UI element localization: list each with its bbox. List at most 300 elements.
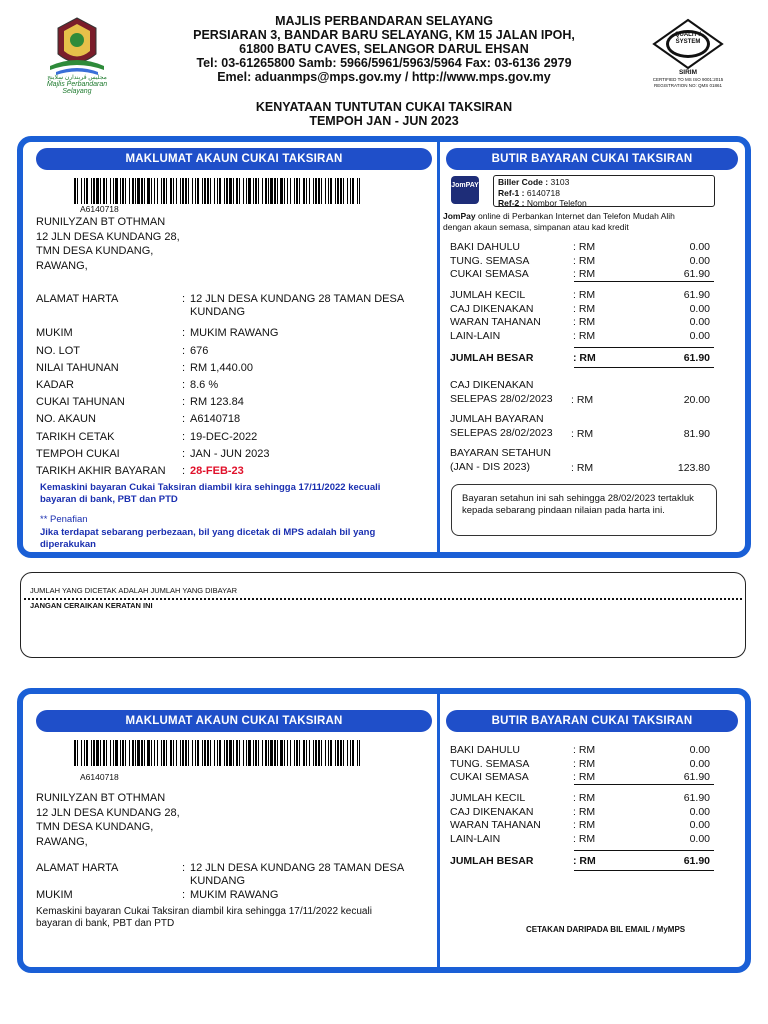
barcode-bar [290,178,291,204]
barcode-bar [84,740,85,766]
barcode-bar [157,740,158,766]
barcode-bar [226,740,228,766]
barcode-bar [253,740,254,766]
owner-address-3: RAWANG, [36,260,88,272]
barcode-bar [343,740,344,766]
update-note: Kemaskini bayaran Cukai Taksiran diambil kira sehingga 17/11/2022 kecuali bayaran di bank, PBT dan PTD [40,482,381,505]
barcode-bar [141,178,143,204]
barcode-bar [125,178,126,204]
barcode-bar [207,178,209,204]
barcode-bar [137,178,140,204]
barcode-bar [352,740,354,766]
barcode-bar [246,178,247,204]
payment-row-amount: 0.00 [689,744,710,756]
barcode-bar [277,178,278,204]
barcode-bar [151,740,152,766]
barcode-bar [343,178,344,204]
logo-caption: Majlis Perbandaran Selayang [46,81,108,95]
barcode-bar [154,178,155,204]
total-rule [574,850,714,851]
org-email: Emel: aduanmps@mps.gov.my / http://www.mps.gov.my [217,70,551,84]
barcode-bar [290,740,291,766]
barcode-bar [132,740,134,766]
barcode-bar [284,178,285,204]
account-barcode [74,178,360,204]
barcode-bar [110,178,111,204]
field-label: CUKAI TAHUNAN [36,396,125,408]
barcode-bar [74,178,76,204]
payment-row-label: CAJ DIKENAKAN [450,302,534,315]
barcode-bar [265,178,267,204]
field-value: 8.6 % [190,379,219,391]
stub-mukim-value: MUKIM RAWANG [190,889,279,901]
barcode-bar [91,178,92,204]
late-total-currency: : RM [571,428,594,440]
payment-row-label: CUKAI SEMASA [450,771,529,783]
barcode-bar [296,740,298,766]
subtotal-rule [574,281,714,282]
barcode-bar [161,178,162,204]
barcode-bar [115,178,118,204]
barcode-bar [100,740,101,766]
payment-row-amount: 61.90 [683,771,710,783]
payment-row-amount: 61.90 [683,289,710,301]
barcode-bar [120,740,121,766]
barcode-number: A6140718 [80,204,119,214]
barcode-bar [274,740,276,766]
field-colon: : [182,362,186,374]
barcode-bar [226,178,228,204]
barcode-bar [236,740,238,766]
barcode-bar [135,178,136,204]
payment-row-label: BAKI DAHULU [450,744,521,756]
late-total-label-2: SELEPAS 28/02/2023 [450,427,553,439]
barcode-bar [217,178,218,204]
barcode-bar [195,178,196,204]
jompay-brand: JomPay [443,211,476,221]
barcode-bar [147,178,150,204]
annual-amount: 123.80 [677,462,710,474]
total-underline [574,870,714,871]
jompay-note-text: online di Perbankan Internet dan Telefon Mudah Alih [475,211,675,221]
stub-footer-note: CETAKAN DARIPADA BIL EMAIL / MyMPS [526,925,686,934]
payment-row-amount: 0.00 [689,757,710,770]
barcode-bar [239,178,240,204]
ref1-value: 6140718 [526,187,560,198]
do-not-detach-note: JANGAN CERAIKAN KERATAN INI [30,601,153,610]
stub-account-heading: MAKLUMAT AKAUN CUKAI TAKSIRAN [36,710,432,732]
stub-owner-address-1: 12 JLN DESA KUNDANG 28, [36,807,180,819]
barcode-bar [313,740,314,766]
field-value: RM 123.84 [190,396,244,408]
org-phone: Tel: 03-61265800 Samb: 5966/5961/5963/5964 Fax: 03-6136 2979 [196,56,572,70]
barcode-bar [253,178,254,204]
payment-row-currency: : RM [573,316,596,328]
biller-code: 3103 [550,177,570,187]
stub-account-barcode [74,740,360,766]
barcode-bar [280,740,283,766]
barcode-bar [192,178,193,204]
barcode-bar [248,740,251,766]
field-colon: : [182,448,186,460]
barcode-bar [110,740,111,766]
barcode-bar [224,740,225,766]
barcode-bar [306,178,307,204]
payment-row-currency: : RM [573,792,596,804]
barcode-bar [229,178,232,204]
payment-row-label: WARAN TAHANAN [450,819,541,831]
field-colon: : [182,345,186,357]
total-rule [574,347,714,348]
barcode-bar [170,178,172,204]
field-value: 12 JLN DESA KUNDANG 28 TAMAN DESA KUNDANG [190,293,404,318]
payment-row-amount: 0.00 [689,329,710,342]
barcode-bar [243,178,244,204]
grand-total-amount: 61.90 [683,855,710,867]
field-colon: : [182,379,186,391]
account-heading: MAKLUMAT AKAUN CUKAI TAKSIRAN [36,148,432,170]
barcode-bar [154,740,155,766]
cert-line-2: REGISTRATION NO: QMS 01861 [654,83,722,88]
barcode-bar [113,178,114,204]
barcode-bar [185,178,187,204]
payment-heading: BUTIR BAYARAN CUKAI TAKSIRAN [446,148,738,170]
stub-barcode-number: A6140718 [80,772,119,782]
barcode-bar [321,740,322,766]
barcode-bar [214,740,215,766]
barcode-bar [268,178,269,204]
barcode-bar [86,178,88,204]
late-charge-label-1: CAJ DIKENAKAN [450,379,534,391]
late-total-amount: 81.90 [683,428,710,440]
barcode-bar [197,178,199,204]
payment-row-amount: 0.00 [689,805,710,818]
field-value: 676 [190,345,209,357]
barcode-bar [255,178,257,204]
payment-row-currency: : RM [573,329,596,342]
grand-total-amount: 61.90 [683,352,710,364]
barcode-bar [210,740,211,766]
payment-row-amount: 0.00 [689,302,710,315]
barcode-bar [173,740,174,766]
cert-system: SYSTEM [675,39,701,45]
barcode-bar [93,178,95,204]
barcode-bar [262,178,263,204]
payment-row-currency: : RM [573,805,596,818]
barcode-bar [318,178,320,204]
payment-row-label: CUKAI SEMASA [450,268,529,280]
field-label: KADAR [36,379,74,391]
barcode-bar [236,178,238,204]
barcode-bar [258,740,259,766]
payment-row-label: LAIN-LAIN [450,832,501,845]
barcode-bar [163,178,165,204]
cert-line-1: CERTIFIED TO MS ISO 9001:2015 [652,77,724,82]
barcode-bar [210,178,211,204]
barcode-bar [303,178,305,204]
payment-row-label: CAJ DIKENAKAN [450,805,534,818]
barcode-bar [268,740,269,766]
biller-info-box [493,175,715,207]
barcode-bar [84,178,85,204]
barcode-bar [357,178,358,204]
barcode-bar [188,178,189,204]
barcode-bar [147,740,150,766]
barcode-bar [325,740,326,766]
barcode-bar [132,178,134,204]
barcode-bar [81,740,82,766]
disclaimer-text: Jika terdapat sebarang perbezaan, bil yang dicetak di MPS adalah bil yang diperakukan [40,527,376,550]
barcode-bar [192,740,193,766]
subtotal-rule [574,784,714,785]
barcode-bar [337,178,339,204]
stub-property-address-label: ALAMAT HARTA [36,862,119,874]
field-value: RM 1,440.00 [190,362,253,374]
payment-row-currency: : RM [573,757,596,770]
barcode-bar [202,178,203,204]
barcode-bar [330,740,332,766]
field-label: NO. AKAUN [36,413,96,425]
barcode-bar [144,740,145,766]
barcode-bar [340,178,342,204]
barcode-bar [173,178,174,204]
barcode-bar [106,740,107,766]
barcode-bar [219,178,221,204]
barcode-bar [182,178,184,204]
field-colon: : [182,396,186,408]
barcode-bar [115,740,118,766]
barcode-bar [214,178,215,204]
barcode-bar [347,178,348,204]
barcode-bar [77,178,78,204]
jompay-note [443,211,743,232]
barcode-bar [91,740,92,766]
payment-row-amount: 0.00 [689,241,710,253]
barcode-bar [359,740,360,766]
barcode-bar [340,740,342,766]
field-label: ALAMAT HARTA [36,293,119,305]
barcode-bar [151,178,152,204]
barcode-bar [337,740,339,766]
barcode-bar [129,740,130,766]
late-total-label-1: JUMLAH BAYARAN [450,413,544,425]
barcode-bar [103,740,105,766]
barcode-bar [335,740,336,766]
payment-row-currency: : RM [573,268,596,280]
logo-jawi-text: مجليس ڤربندارن سلاينج [47,75,107,81]
barcode-bar [96,178,99,204]
owner-address-1: 12 JLN DESA KUNDANG 28, [36,231,180,243]
barcode-bar [135,740,136,766]
barcode-bar [299,178,300,204]
barcode-bar [188,740,189,766]
barcode-bar [207,740,209,766]
barcode-bar [328,178,329,204]
barcode-bar [204,740,206,766]
owner-name: RUNILYZAN BT OTHMAN [36,216,166,228]
barcode-bar [347,740,348,766]
payment-row-currency: : RM [573,241,596,253]
barcode-bar [280,178,283,204]
barcode-bar [180,740,181,766]
barcode-bar [309,178,310,204]
barcode-bar [325,178,326,204]
payment-row-amount: 0.00 [689,316,710,328]
barcode-bar [315,178,317,204]
barcode-bar [125,740,126,766]
late-charge-amount: 20.00 [683,394,710,406]
payment-row-currency: : RM [573,832,596,845]
barcode-bar [287,740,288,766]
barcode-bar [233,740,234,766]
barcode-bar [161,740,162,766]
barcode-bar [176,178,177,204]
payment-row-amount: 61.90 [683,792,710,804]
barcode-bar [219,740,221,766]
main-panel-divider [437,142,440,552]
barcode-bar [248,178,251,204]
cut-line-note: JUMLAH YANG DICETAK ADALAH JUMLAH YANG DIBAYAR [30,586,237,595]
barcode-bar [359,178,360,204]
grand-total-currency: : RM [573,855,596,867]
barcode-bar [309,740,310,766]
stub-mukim-colon: : [182,889,186,901]
barcode-bar [141,740,143,766]
barcode-bar [246,740,247,766]
jompay-note-line2: dengan akaun semasa, simpanan atau kad kredit [443,221,629,232]
barcode-bar [170,740,172,766]
barcode-bar [315,740,317,766]
barcode-bar [284,740,285,766]
barcode-bar [120,178,121,204]
stub-owner-address-3: RAWANG, [36,836,88,848]
barcode-bar [129,178,130,204]
barcode-bar [106,178,107,204]
payment-row-currency: : RM [573,771,596,783]
field-colon: : [182,413,186,425]
barcode-bar [255,740,257,766]
barcode-bar [96,740,99,766]
payment-row-label: BAKI DAHULU [450,241,521,253]
barcode-bar [81,178,82,204]
barcode-bar [122,178,124,204]
barcode-bar [313,178,314,204]
barcode-bar [122,740,124,766]
jompay-logo: JomPAY [451,176,479,204]
barcode-bar [163,740,165,766]
biller-code-label: Biller Code : [498,177,549,187]
barcode-bar [357,740,358,766]
barcode-bar [299,740,300,766]
payment-row-amount: 0.00 [689,254,710,267]
barcode-bar [321,178,322,204]
document-title: KENYATAAN TUNTUTAN CUKAI TAKSIRAN [255,100,513,114]
barcode-bar [77,740,78,766]
payment-row-label: TUNG. SEMASA [450,757,530,770]
cert-sirim: SIRIM [678,69,698,76]
disclaimer-title: ** Penafian [40,514,88,525]
barcode-bar [93,740,95,766]
barcode-bar [233,178,234,204]
barcode-bar [144,178,145,204]
stub-update-note: Kemaskini bayaran Cukai Taksiran diambil kira sehingga 17/11/2022 kecuali bayaran di bank, PBT dan PTD [36,906,372,929]
barcode-bar [74,740,76,766]
barcode-bar [318,740,320,766]
field-colon: : [182,293,186,305]
total-underline [574,367,714,368]
barcode-bar [185,740,187,766]
grand-total-label: JUMLAH BESAR [450,352,534,364]
barcode-bar [166,740,167,766]
payment-row-currency: : RM [573,302,596,315]
ref2-label: Ref-2 : [498,198,525,208]
field-label: TEMPOH CUKAI [36,448,120,460]
barcode-bar [350,178,351,204]
cert-quality: QUALITY [674,32,702,38]
payment-row-label: JUMLAH KECIL [450,289,526,301]
barcode-bar [265,740,267,766]
barcode-bar [182,740,184,766]
annual-currency: : RM [571,462,594,474]
barcode-bar [296,178,298,204]
barcode-bar [217,740,218,766]
barcode-bar [303,740,305,766]
barcode-bar [270,178,273,204]
payment-row-label: WARAN TAHANAN [450,316,541,328]
org-name: MAJLIS PERBANDARAN SELAYANG [275,14,493,28]
annual-label-1: BAYARAN SETAHUN [450,447,551,459]
barcode-bar [306,740,307,766]
cut-line-box [20,572,746,658]
stub-panel-divider [437,694,440,967]
payment-row-label: LAIN-LAIN [450,329,501,342]
grand-total-currency: : RM [573,352,596,364]
barcode-bar [204,178,206,204]
barcode-bar [328,740,329,766]
payment-row-label: TUNG. SEMASA [450,254,530,267]
owner-address-2: TMN DESA KUNDANG, [36,245,154,257]
stub-property-address-colon: : [182,862,186,874]
field-colon: : [182,465,186,477]
annual-notice-box: Bayaran setahun ini sah sehingga 28/02/2023 tertakluk kepada sebarang pindaan nilaian pada harta ini. [451,484,717,536]
stub-payment-heading: BUTIR BAYARAN CUKAI TAKSIRAN [446,710,738,732]
barcode-bar [239,740,240,766]
stub-owner-address-2: TMN DESA KUNDANG, [36,821,154,833]
field-label: TARIKH CETAK [36,431,115,443]
barcode-bar [180,178,181,204]
barcode-bar [202,740,203,766]
barcode-bar [229,740,232,766]
barcode-bar [350,740,351,766]
document-period: TEMPOH JAN - JUN 2023 [309,114,459,128]
stub-owner-name: RUNILYZAN BT OTHMAN [36,792,166,804]
grand-total-label: JUMLAH BESAR [450,855,534,867]
field-value: 28-FEB-23 [190,465,244,477]
org-address-2: 61800 BATU CAVES, SELANGOR DARUL EHSAN [239,42,529,56]
barcode-bar [197,740,199,766]
barcode-bar [270,740,273,766]
field-value: JAN - JUN 2023 [190,448,270,460]
barcode-bar [103,178,105,204]
barcode-bar [113,740,114,766]
barcode-bar [274,178,276,204]
barcode-bar [224,178,225,204]
sirim-certification-logo [652,18,724,92]
stub-property-address-value: 12 JLN DESA KUNDANG 28 TAMAN DESA KUNDANG [190,862,404,887]
barcode-bar [335,178,336,204]
field-value: 19-DEC-2022 [190,431,258,443]
annual-label-2: (JAN - DIS 2023) [450,461,530,473]
